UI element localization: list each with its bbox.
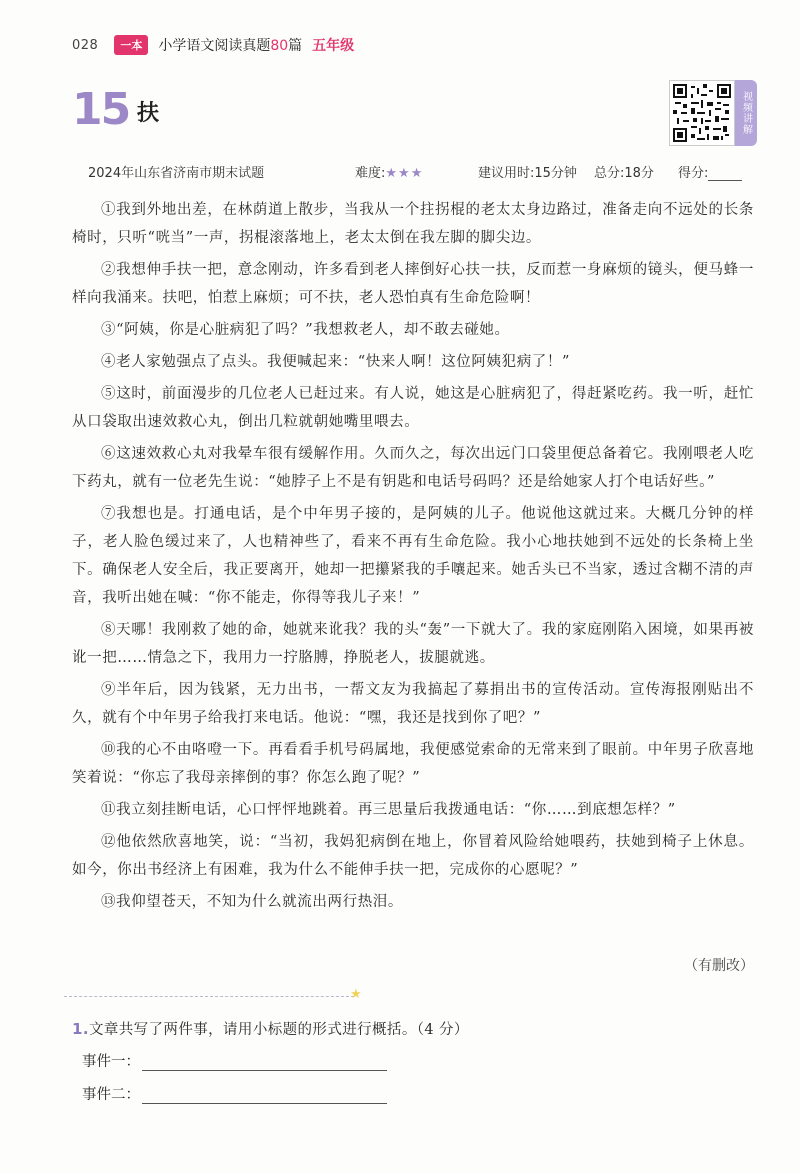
question-number: 1. xyxy=(72,1020,89,1038)
question-1 xyxy=(72,1018,469,1039)
paragraph: ⑧天哪！我刚救了她的命，她就来讹我？我的头“轰”一下就大了。我的家庭刚陷入困境，如果再被讹一把……情急之下，我用力一拧胳膊，挣脱老人，拔腿就逃。 xyxy=(72,622,754,666)
paragraph: ④老人家勉强点了点头。我便喊起来：“快来人啊！这位阿姨犯病了！” xyxy=(101,354,571,370)
source-note: （有删改） xyxy=(684,958,754,974)
paragraph: ⑩我的心不由咯噔一下。再看看手机号码属地，我便感觉索命的无常来到了眼前。中年男子欣喜地笑着说：“你忘了我母亲摔倒的事？你怎么跑了呢？” xyxy=(72,742,754,786)
brand-logo: 一本 xyxy=(114,35,148,55)
paragraph: ⑬我仰望苍天，不知为什么就流出两行热泪。 xyxy=(101,894,403,910)
grade-label: 五年级 xyxy=(312,38,355,54)
paragraph: ⑤这时，前面漫步的几位老人已赶过来。有人说，她这是心脏病犯了，得赶紧吃药。我一听，赶忙从口袋取出速效救心丸，倒出几粒就朝她嘴里喂去。 xyxy=(72,386,754,430)
qr-code-icon[interactable] xyxy=(669,80,735,146)
page-number: 028 xyxy=(72,37,99,53)
event1-row xyxy=(82,1050,387,1071)
suggested-time: 建议用时:15分钟 xyxy=(478,166,577,181)
paragraph: ⑥这速效救心丸对我晕车很有缓解作用。久而久之，每次出远门口袋里便总备着它。我刚喂老人吃下药丸，就有一位老先生说：“她脖子上不是有钥匙和电话号码吗？还是给她家人打个电话好些。” xyxy=(72,446,754,490)
book-title: 小学语文阅读真题80篇 xyxy=(158,38,303,54)
event1-label: 事件一： xyxy=(82,1054,140,1070)
total-score: 总分:18分 xyxy=(594,166,654,181)
paragraph: ⑫他依然欣喜地笑，说：“当初，我妈犯病倒在地上，你冒着风险给她喂药，扶她到椅子上休息。如今，你出书经济上有困难，我为什么不能伸手扶一把，完成你的心愿呢？” xyxy=(72,834,754,878)
source-label: 2024年山东省济南市期末试题 xyxy=(88,166,265,181)
section-divider xyxy=(64,996,354,997)
difficulty-stars-icon: ★★★ xyxy=(385,166,424,181)
video-lesson-tab[interactable]: 视频讲解 xyxy=(735,80,757,146)
lesson-number: 15 xyxy=(72,84,130,135)
paragraph: ⑪我立刻挂断电话，心口怦怦地跳着。再三思量后我拨通电话：“你……到底想怎样？” xyxy=(101,802,676,818)
difficulty-rating: 难度:★★★ xyxy=(355,166,424,181)
lesson-title: 扶 xyxy=(137,101,160,126)
paragraph: ②我想伸手扶一把，意念刚动，许多看到老人摔倒好心扶一扶，反而惹一身麻烦的镜头，便马蜂一样向我涌来。扶吧，怕惹上麻烦；可不扶，老人恐怕真有生命危险啊！ xyxy=(72,262,754,306)
paragraph: ⑦我想也是。打通电话，是个中年男子接的，是阿姨的儿子。他说他这就过来。大概几分钟的样子，老人脸色缓过来了，人也精神些了，看来不再有生命危险。我小心地扶她到不远处的长条椅上坐下。确保老人安全后，我正要离开，她却一把攥紧我的手嚷起来。她舌头已不当家，透过含糊不清的声音，我听出她在喊：“你不能走，你得等我儿子来！” xyxy=(72,506,754,606)
event2-row xyxy=(82,1083,387,1104)
paragraph: ⑨半年后，因为钱紧，无力出书，一帮文友为我搞起了募捐出书的宣传活动。宣传海报刚贴出不久，就有个中年男子给我打来电话。他说：“嘿，我还是找到你了吧？” xyxy=(72,682,754,726)
star-icon: ★ xyxy=(350,987,362,1002)
paragraph: ①我到外地出差，在林荫道上散步，当我从一个拄拐棍的老太太身边路过，准备走向不远处的长条椅时，只听“咣当”一声，拐棍滚落地上，老太太倒在我左脚的脚尖边。 xyxy=(72,202,754,246)
score-blank[interactable] xyxy=(708,168,742,181)
event2-label: 事件二： xyxy=(82,1087,140,1103)
event1-answer-line[interactable] xyxy=(142,1052,387,1071)
page-header xyxy=(72,33,354,57)
question-text: 文章共写了两件事，请用小标题的形式进行概括。（4 分） xyxy=(88,1022,469,1038)
paragraph: ③“阿姨，你是心脏病犯了吗？”我想救老人，却不敢去碰她。 xyxy=(101,322,510,338)
article-body xyxy=(72,196,754,920)
event2-answer-line[interactable] xyxy=(142,1085,387,1104)
score-field: 得分: xyxy=(678,162,742,181)
